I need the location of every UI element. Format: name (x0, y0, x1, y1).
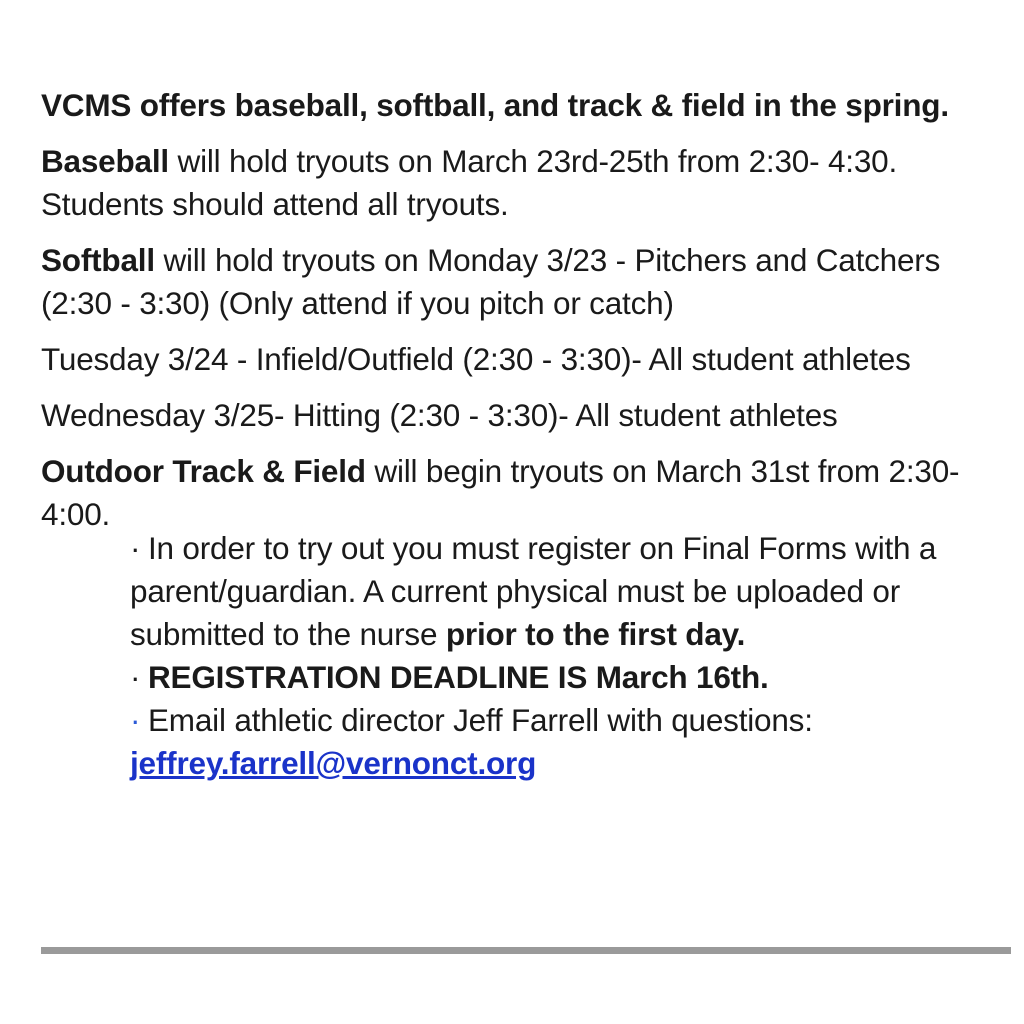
register-bold: prior to the first day. (445, 616, 746, 652)
softball-wednesday: Wednesday 3/25- Hitting (2:30 - 3:30)- All student athletes (41, 397, 838, 433)
email-bullet (130, 699, 1016, 785)
bullet-marker: · (130, 702, 141, 738)
softball-tuesday: Tuesday 3/24 - Infield/Outfield (2:30 - 3:30)- All student athletes (41, 341, 911, 377)
deadline-text: REGISTRATION DEADLINE IS March 16th. (148, 659, 769, 695)
announcement-body (41, 84, 1016, 785)
softball-text: will hold tryouts on Monday 3/23 - Pitchers and Catchers (2:30 - 3:30) (Only attend if you pitch or catch) (41, 242, 941, 321)
softball-paragraph (41, 239, 1016, 325)
register-bullet (130, 527, 1016, 656)
bullet-marker: · (130, 659, 141, 695)
baseball-paragraph (41, 140, 1016, 226)
bullet-marker: · (130, 530, 141, 566)
email-text: Email athletic director Jeff Farrell with questions: (148, 702, 813, 738)
baseball-label: Baseball (41, 143, 169, 179)
deadline-bullet (130, 656, 1016, 699)
softball-label: Softball (41, 242, 155, 278)
track-text: will begin tryouts on March 31st from 2:30- 4:00. (41, 453, 960, 532)
email-link[interactable]: jeffrey.farrell@vernonct.org (130, 745, 537, 781)
divider (41, 947, 1011, 954)
baseball-text: will hold tryouts on March 23rd-25th from 2:30- 4:30. Students should attend all tryouts. (41, 143, 898, 222)
track-label: Outdoor Track & Field (41, 453, 366, 489)
track-bullets (130, 527, 1016, 785)
track-paragraph (41, 450, 1016, 536)
register-text: In order to try out you must register on Final Forms with a parent/guardian. A current physical must be uploaded or submitted to the nurse (130, 530, 937, 652)
headline: VCMS offers baseball, softball, and track & field in the spring. (41, 87, 949, 123)
